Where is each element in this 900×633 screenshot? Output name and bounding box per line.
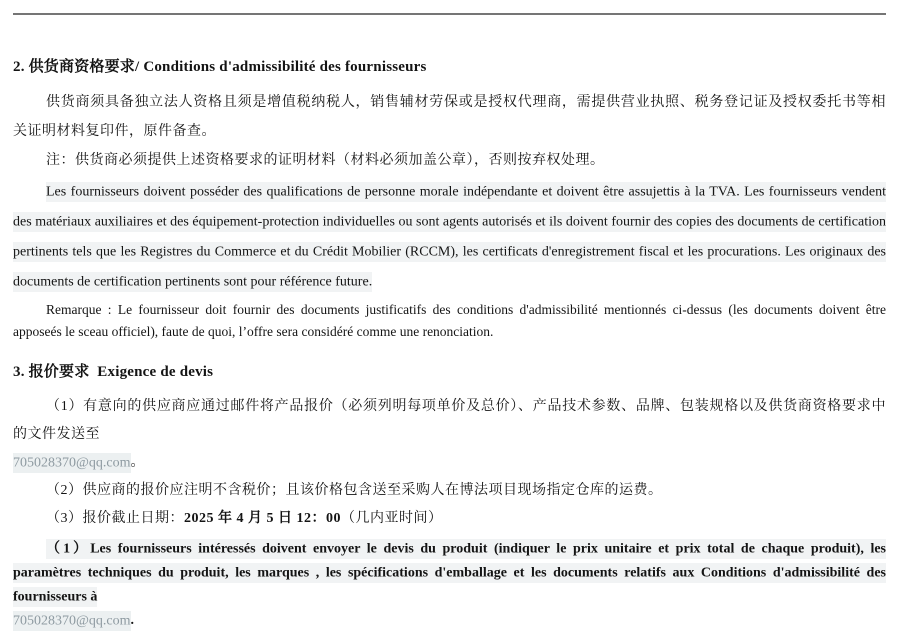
email-link-1[interactable]: 705028370@qq.com <box>13 453 131 473</box>
field-shading-highlight: （1）Les fournisseurs intéressés doivent envoyer le devis du produit (indiquer le prix unitaire et prix total de chaque produit), les paramètres techniques du produit, les marques , les spécifications d'emballage et les documents relatifs aux Conditions d'admissibilité des fournisseurs à <box>13 539 886 607</box>
section2-note-chinese: 注：供货商必须提供上述资格要求的证明材料（材料必须加盖公章），否则按弃权处理。 <box>46 153 605 168</box>
email-line-1-punctuation: 。 <box>130 455 145 470</box>
section3-item1-french <box>13 537 886 609</box>
email-line-2-punctuation: . <box>130 613 134 628</box>
section3-item1-chinese: （1）有意向的供应商应通过邮件将产品报价（必须列明每项单价及总价）、产品技术参数、品牌、包装规格以及供货商资格要求中的文件发送至 <box>13 399 886 442</box>
field-shading-highlight: Les fournisseurs doivent posséder des qualifications de personne morale indépendante et doivent être assujettis à la TVA. Les fournisseurs vendent des matériaux auxiliaires et des équipement-protection individuelles ou sont agents autorisés et ils doivent fournir des copies des documents de certification pertinents tels que les Registres du Commerce et du Crédit Mobilier (RCCM), les certificats d'enregistrement fiscal et les procurations. Les originaux des documents de certification pertinents sont pour référence future. <box>13 182 886 292</box>
section3-item2-chinese: （2）供应商的报价应注明不含税价；且该价格包含送至采购人在博法项目现场指定仓库的运费。 <box>46 483 663 498</box>
section3-heading: 3. 报价要求 Exigence de devis <box>13 364 214 380</box>
email-link-2[interactable]: 705028370@qq.com <box>13 611 131 631</box>
section2-paragraph-french <box>13 177 886 297</box>
section2-remark-french: Remarque : Le fournisseur doit fournir des documents justificatifs des conditions d'admissibilité mentionnés ci-dessus (les documents doivent être apposeés le sceau officiel), faute de quoi, l’offre sera considéré comme une renonciation. <box>13 302 886 339</box>
header-separator-rule <box>13 13 886 15</box>
item3-prefix: （3）报价截止日期： <box>46 511 184 526</box>
item3-suffix: （几内亚时间） <box>341 511 443 526</box>
section2-paragraph-chinese: 供货商须具备独立法人资格且须是增值税纳税人，销售辅材劳保或是授权代理商，需提供营业执照、税务登记证及授权委托书等相关证明材料复印件，原件备查。 <box>13 95 886 139</box>
section3-item3-chinese <box>13 505 886 533</box>
item3-deadline-date: 2025 年 4 月 5 日 12：00 <box>184 511 341 526</box>
section3-email-line-1 <box>13 449 886 477</box>
document-page <box>0 13 900 633</box>
section3-email-line-2 <box>13 609 886 633</box>
section2-heading: 2. 供货商资格要求/ Conditions d'admissibilité des fournisseurs <box>13 59 427 75</box>
